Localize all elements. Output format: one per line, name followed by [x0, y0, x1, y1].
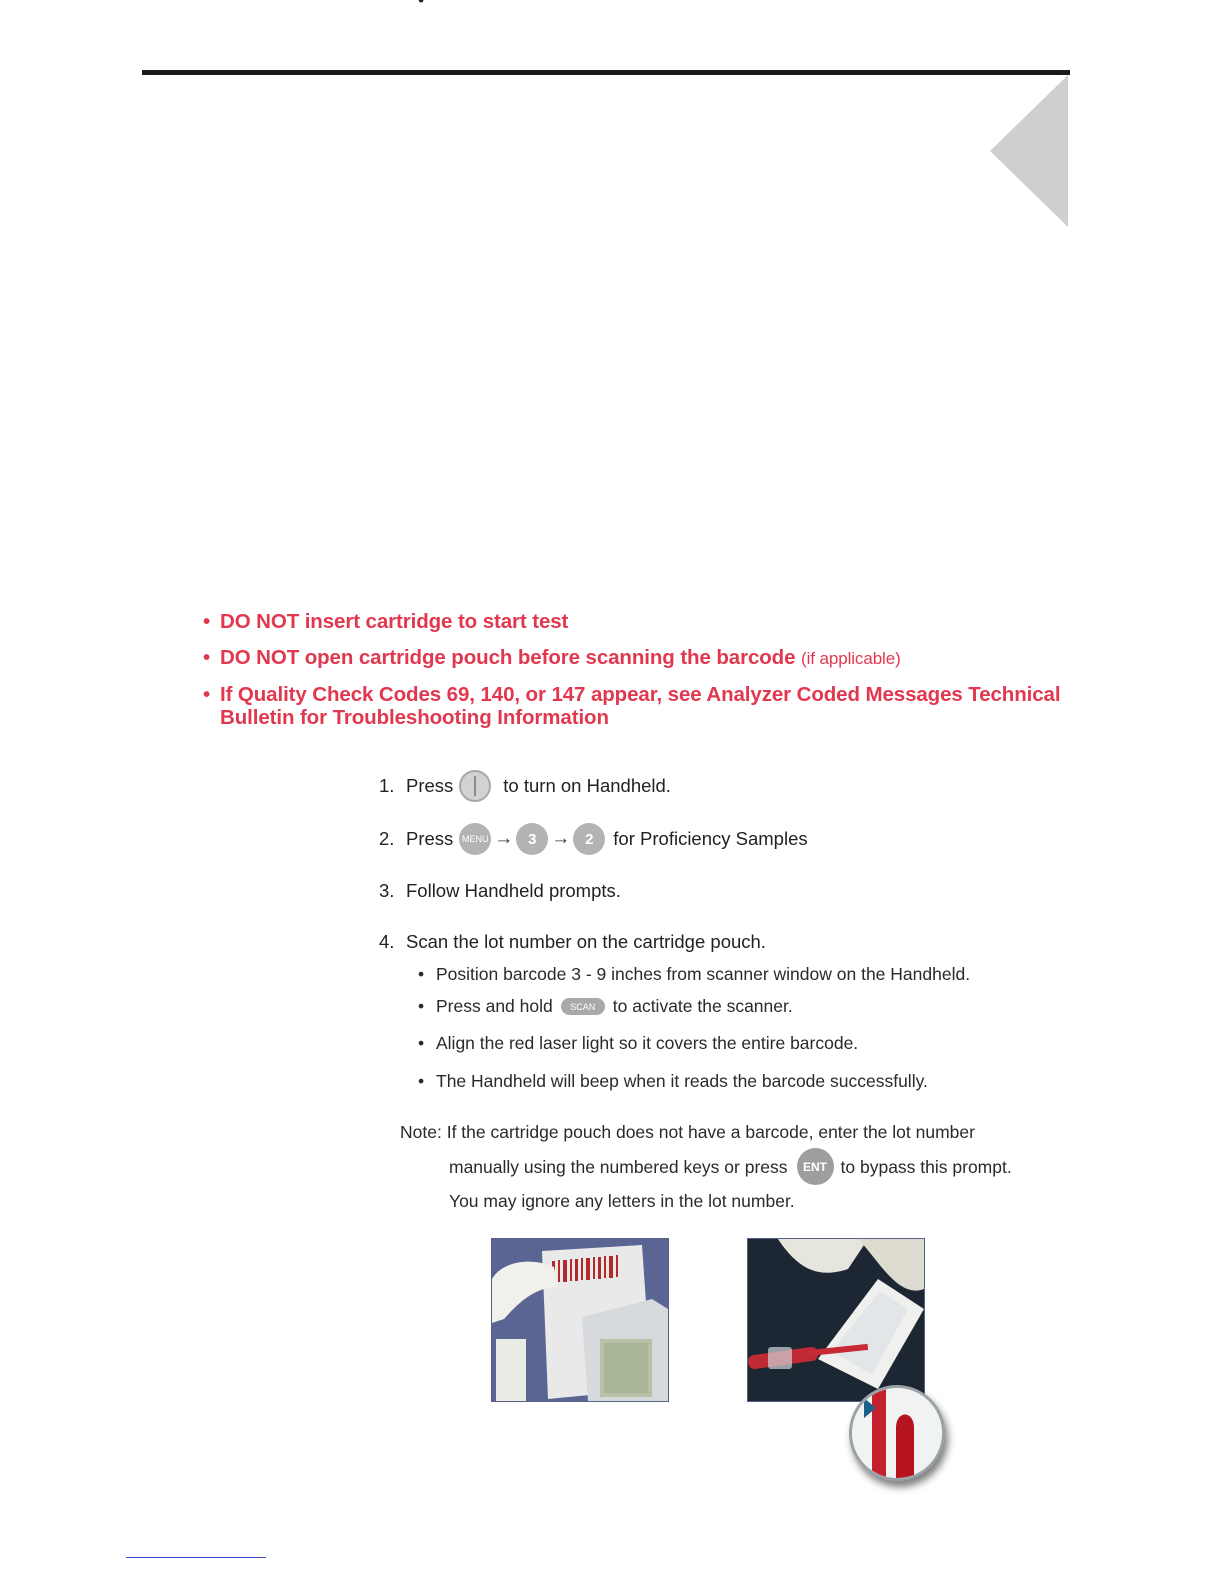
ent-key-icon: ENT [797, 1148, 834, 1185]
note-line-3 [400, 1185, 1012, 1217]
step-4 [379, 931, 766, 953]
step-text: to turn on Handheld. [503, 775, 671, 796]
warning-aside: (if applicable) [801, 649, 901, 668]
step-number: 1. [379, 775, 395, 796]
note-block [400, 1116, 1012, 1217]
power-button-icon [459, 770, 491, 802]
key-2-icon: 2 [573, 823, 605, 855]
step-number: 3. [379, 880, 395, 901]
step-3 [379, 880, 621, 902]
warning-item: • If Quality Check Codes 69, 140, or 147 appear, see Analyzer Coded Messages Technical Bulletin for Troubleshooting Information [203, 683, 1061, 729]
photo-scanning-barcode [491, 1238, 669, 1402]
sub-bullet-3: • Align the red laser light so it covers the entire barcode. [418, 1033, 859, 1053]
warning-text: If Quality Check Codes 69, 140, or 147 appear, see Analyzer Coded Messages Technical Bulletin for Troubleshooting Information [220, 683, 1061, 729]
scan-key-icon: SCAN [561, 998, 605, 1015]
warning-text: DO NOT open cartridge pouch before scanning the barcode [220, 646, 796, 669]
warning-item: • DO NOT open cartridge pouch before scanning the barcode (if applicable) [203, 646, 901, 669]
sub-bullet-text: Align the red laser light so it covers the entire barcode. [436, 1033, 859, 1053]
step-number: 2. [379, 828, 395, 849]
arrow-right-icon: → [551, 828, 571, 849]
arrow-right-icon: → [494, 828, 514, 849]
warning-item: • DO NOT insert cartridge to start test [203, 610, 569, 633]
sub-bullet-4: • The Handheld will beep when it reads the barcode successfully. [418, 1071, 928, 1091]
note-text: If the cartridge pouch does not have a barcode, enter the lot number [446, 1122, 975, 1142]
note-text: manually using the numbered keys or press [449, 1156, 788, 1177]
sub-bullet-text: to activate the scanner. [612, 996, 793, 1016]
sub-bullet-text: Press and hold [436, 996, 553, 1016]
step-number: 4. [379, 931, 395, 952]
note-text: You may ignore any letters in the lot number. [449, 1191, 795, 1211]
step-text: Press [406, 775, 454, 796]
step-text: Scan the lot number on the cartridge pouch. [406, 931, 766, 952]
step-text: Press [406, 828, 454, 849]
cartridge-fill-mark-inset [849, 1385, 945, 1481]
sub-bullet-text: Position barcode 3 - 9 inches from scanner window on the Handheld. [436, 964, 971, 984]
sub-bullet-text: The Handheld will beep when it reads the barcode successfully. [436, 1071, 928, 1091]
note-line-1 [400, 1116, 1012, 1148]
warning-text: DO NOT insert cartridge to start test [220, 610, 569, 633]
note-label: Note: [400, 1122, 442, 1142]
key-3-icon: 3 [516, 823, 548, 855]
note-line-2 [400, 1148, 1012, 1185]
footer-link-underline [126, 1557, 266, 1558]
photo-filling-cartridge [747, 1238, 925, 1402]
sub-bullet-2: • Press and hold SCAN to activate the scanner. [418, 996, 793, 1016]
menu-key-icon: MENU [459, 823, 491, 855]
sub-bullet-1: • Position barcode 3 - 9 inches from scanner window on the Handheld. [418, 964, 971, 984]
step-1 [379, 770, 671, 802]
top-rule [142, 70, 1070, 75]
step-text: Follow Handheld prompts. [406, 880, 621, 901]
note-text: to bypass this prompt. [840, 1156, 1012, 1177]
step-text: for Proficiency Samples [613, 828, 808, 849]
step-2 [379, 823, 808, 855]
warning-list [203, 610, 1083, 742]
corner-tab-triangle [990, 75, 1068, 227]
